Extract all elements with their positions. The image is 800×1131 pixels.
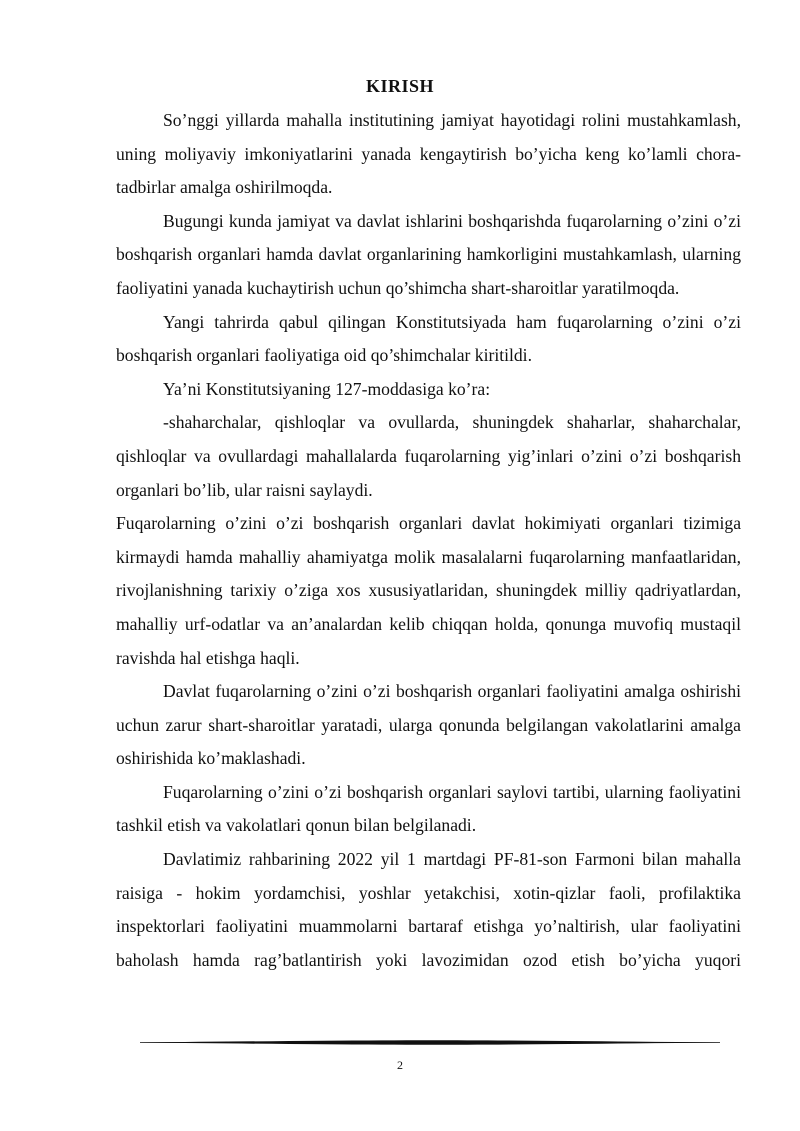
paragraph: Bugungi kunda jamiyat va davlat ishlarini boshqarishda fuqarolarning o’zini o’zi boshqarish organlari hamda davlat organlarining hamkorligini mustahkamlash, ularning faoliyatini yanada kuchaytirish uchun qo’shimcha shart-sharoitlar yaratilmoqda. [116, 210, 741, 298]
footer-divider [140, 1039, 720, 1046]
page-number: 2 [397, 1058, 403, 1072]
paragraph: Davlatimiz rahbarining 2022 yil 1 martdagi PF-81-son Farmoni bilan mahalla raisiga - hokim yordamchisi, yoshlar yetakchisi, xotin-qizlar faoli, profilaktika inspektorlari faoliyatini muammolarni bartaraf etishga yo’naltirish, ular faoliyatini baholash hamda rag’batlantirish yoki lavozimidan ozod etish bo’yicha yuqori [116, 849, 741, 970]
paragraph: Davlat fuqarolarning o’zini o’zi boshqarish organlari faoliyatini amalga oshirishi uchun zarur shart-sharoitlar yaratadi, ularga qonunda belgilangan vakolatlarini amalga oshirishida ko’maklashadi. [116, 681, 741, 769]
paragraph: Ya’ni Konstitutsiyaning 127-moddasiga ko’ra: [163, 378, 491, 399]
body-text [116, 104, 741, 977]
paragraph: So’nggi yillarda mahalla institutining jamiyat hayotidagi rolini mustahkamlash, uning moliyaviy imkoniyatlarini yanada kengaytirish bo’yicha keng ko’lamli chora-tadbirlar amalga oshirilmoqda. [116, 110, 741, 198]
paragraph: Yangi tahrirda qabul qilingan Konstitutsiyada ham fuqarolarning o’zini o’zi boshqarish organlari faoliyatiga oid qo’shimchalar kiritildi. [116, 311, 741, 366]
page-title: KIRISH [365, 76, 435, 96]
footer-divider-line [140, 1039, 720, 1046]
paragraph: Fuqarolarning o’zini o’zi boshqarish organlari davlat hokimiyati organlari tizimiga kirmaydi hamda mahalliy ahamiyatga molik masalalarni fuqarolarning manfaatlaridan, rivojlanishning tarixiy o’ziga xos xususiyatlaridan, shuningdek milliy qadriyatlardan, mahalliy urf-odatlar va an’analardan kelib chiqqan holda, qonunga muvofiq mustaqil ravishda hal etishga haqli. [116, 513, 741, 668]
paragraph: -shaharchalar, qishloqlar va ovullarda, shuningdek shaharlar, shaharchalar, qishloqlar va ovullardagi mahallalarda fuqarolarning yig’inlari o’zini o’zi boshqarish organlari bo’lib, ular raisni saylaydi. [116, 412, 741, 500]
paragraph: Fuqarolarning o’zini o’zi boshqarish organlari saylovi tartibi, ularning faoliyatini tashkil etish va vakolatlari qonun bilan belgilanadi. [116, 781, 741, 836]
